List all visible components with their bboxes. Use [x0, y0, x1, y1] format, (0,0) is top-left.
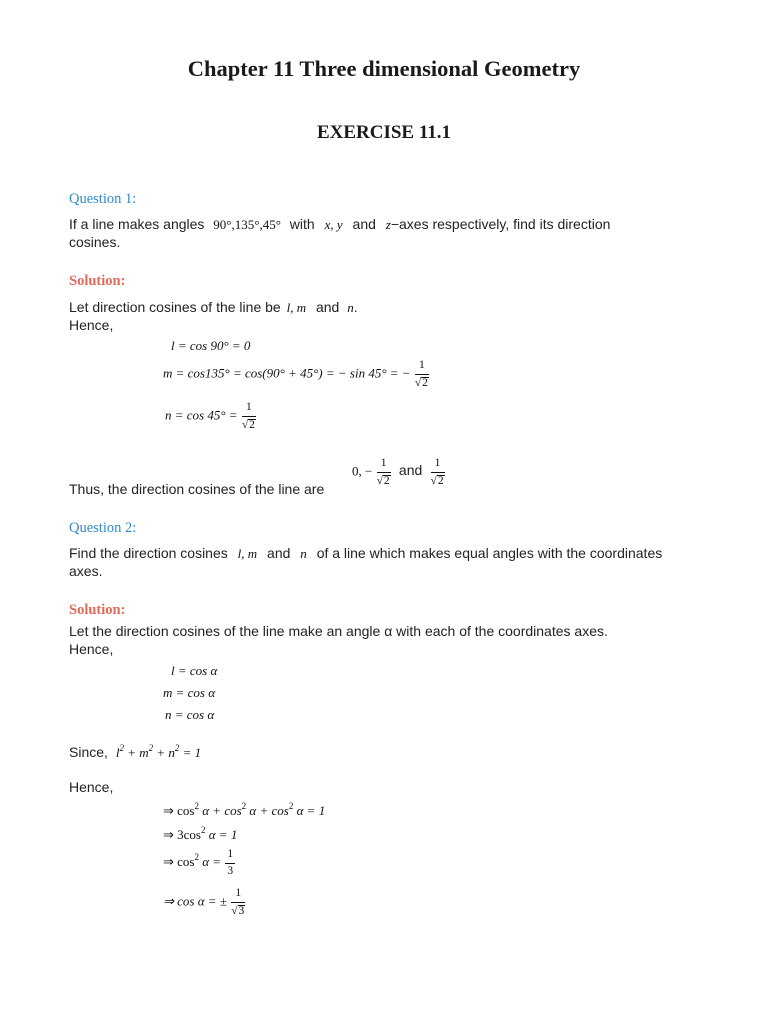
frac-num: 1 — [415, 360, 429, 375]
eq-n-lhs: n = cos 45° = — [165, 407, 238, 423]
sol1-and: and — [315, 299, 340, 315]
since-m: + m — [127, 745, 149, 760]
step1-a: ⇒ cos — [163, 803, 195, 818]
step1-b: α + cos — [202, 803, 242, 818]
chapter-title: Chapter 11 Three dimensional Geometry — [187, 56, 581, 81]
fraction-one-over-root-two — [377, 458, 391, 487]
radicand: 2 — [383, 474, 390, 487]
step2-a: ⇒ 3cos — [163, 827, 201, 842]
exp: 2 — [174, 743, 180, 753]
frac-den: √2 — [241, 418, 255, 431]
step-2 — [163, 825, 237, 843]
question-2-text-line-1 — [69, 545, 662, 562]
step1-c: α + cos — [249, 803, 289, 818]
question-2-text-line-2: axes. — [69, 563, 103, 579]
exp: 2 — [200, 825, 206, 835]
equation-l-cos: l = cos α — [171, 663, 218, 678]
sol1-lm: l, m — [286, 300, 307, 315]
radicand: 2 — [437, 474, 444, 487]
step-4 — [163, 888, 246, 917]
exp: 2 — [241, 801, 247, 811]
step3-a: ⇒ cos — [163, 853, 195, 869]
q2-text-a: Find the direction cosines — [69, 545, 228, 561]
question-1-text-line-2: cosines. — [69, 234, 121, 250]
sol1-text-a: Let direction cosines of the line be — [69, 299, 281, 315]
since-l: l — [115, 745, 120, 760]
step2-b: α = 1 — [208, 827, 238, 842]
frac-den: √2 — [430, 474, 444, 487]
q1-text-b: with — [289, 216, 315, 232]
q2-text-b: of a line which makes equal angles with the coordinates — [316, 545, 663, 561]
question-1-label: Question 1: — [69, 191, 137, 207]
frac-num: 1 — [225, 849, 235, 864]
result-and: and — [398, 462, 423, 479]
solution-1-result — [352, 458, 446, 487]
q1-angles: 90°,135°,45° — [213, 217, 281, 232]
sol1-dot: . — [353, 299, 358, 315]
sol1-n: n — [347, 300, 354, 315]
since-label: Since, — [69, 744, 108, 760]
question-1-text-line-1 — [69, 216, 610, 233]
exp: 2 — [194, 801, 199, 811]
radicand: 2 — [422, 376, 428, 389]
equation-n-cos: n = cos α — [165, 707, 215, 722]
step3-b: α = — [202, 853, 222, 869]
solution-1-thus: Thus, the direction cosines of the line are — [69, 481, 325, 497]
radicand: 2 — [249, 418, 255, 431]
solution-1-label: Solution: — [69, 273, 126, 289]
q2-and: and — [267, 545, 291, 561]
q2-n: n — [300, 546, 307, 561]
exercise-title: EXERCISE 11.1 — [316, 122, 452, 143]
equation-m-cos: m = cos α — [163, 685, 216, 700]
solution-2-label: Solution: — [69, 602, 126, 618]
q2-lm: l, m — [237, 546, 258, 561]
step-1 — [163, 801, 325, 819]
fraction-one-over-root-two — [242, 402, 256, 431]
equation-m — [163, 360, 430, 389]
step-3 — [163, 849, 236, 877]
radicand: 3 — [238, 904, 245, 917]
q1-text-a: If a line makes angles — [69, 216, 205, 232]
solution-2-intro: Let the direction cosines of the line make an angle α with each of the coordinates axes. — [69, 623, 608, 639]
fraction-one-third — [225, 849, 235, 877]
q1-text-c: −axes respectively, find its direction — [390, 216, 611, 232]
frac-den: 3 — [227, 864, 234, 877]
solution-2-hence-2: Hence, — [69, 779, 114, 795]
equation-l: l = cos 90° = 0 — [171, 338, 251, 353]
frac-den: √3 — [231, 904, 245, 917]
exp: 2 — [288, 801, 294, 811]
q1-and: and — [352, 216, 376, 232]
exp: 2 — [194, 851, 199, 862]
step4-a: ⇒ cos α = ± — [163, 893, 227, 909]
since-eq: = 1 — [182, 745, 202, 760]
exp: 2 — [148, 743, 154, 753]
exp: 2 — [119, 743, 124, 753]
solution-1-intro — [69, 299, 358, 316]
q1-xy: x, y — [324, 217, 343, 232]
q1-z: z — [385, 217, 391, 232]
fraction-one-over-root-three — [231, 888, 245, 917]
frac-num: 1 — [431, 458, 445, 473]
step1-d: α = 1 — [296, 803, 326, 818]
fraction-one-over-root-two — [415, 360, 429, 389]
frac-num: 1 — [242, 402, 256, 417]
solution-2-hence: Hence, — [69, 641, 114, 657]
since-line — [69, 743, 201, 761]
solution-1-hence: Hence, — [69, 317, 114, 333]
frac-den: √2 — [376, 474, 390, 487]
equation-n — [165, 402, 257, 431]
since-n: + n — [156, 745, 175, 760]
frac-num: 1 — [231, 888, 245, 903]
since-equation — [116, 745, 201, 760]
fraction-one-over-root-two — [431, 458, 445, 487]
result-zero-minus: 0, − — [352, 463, 373, 479]
frac-den: √2 — [414, 376, 428, 389]
frac-num: 1 — [377, 458, 391, 473]
question-2-label: Question 2: — [69, 520, 137, 536]
eq-m-lhs: m = cos135° = cos(90° + 45°) = − sin 45° = − — [163, 365, 411, 381]
